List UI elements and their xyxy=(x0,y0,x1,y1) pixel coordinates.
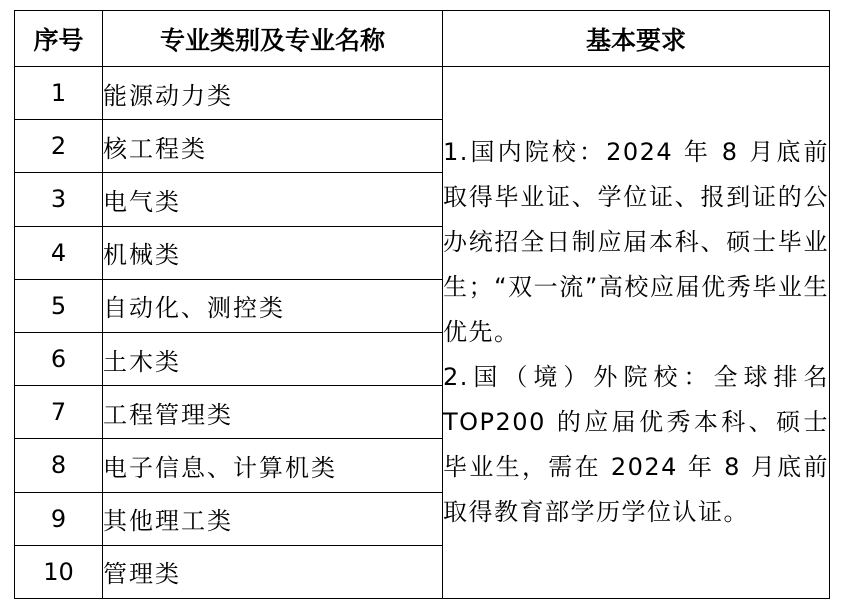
major-name: 土木类 xyxy=(103,332,443,385)
row-number: 1 xyxy=(15,67,103,120)
row-number: 9 xyxy=(15,492,103,545)
major-name: 管理类 xyxy=(103,545,443,598)
header-major: 专业类别及专业名称 xyxy=(103,11,443,67)
requirement-overseas: 2.国（境）外院校：全球排名TOP200 的应届优秀本科、硕士毕业生，需在 2024 年 8 月底前取得教育部学历学位认证。 xyxy=(443,362,829,526)
header-row xyxy=(15,11,830,67)
row-number: 4 xyxy=(15,226,103,279)
row-number: 5 xyxy=(15,279,103,332)
row-number: 3 xyxy=(15,173,103,226)
major-name: 电气类 xyxy=(103,173,443,226)
major-name: 电子信息、计算机类 xyxy=(103,439,443,492)
requirement-domestic: 1.国内院校：2024 年 8 月底前取得毕业证、学位证、报到证的公办统招全日制应届本科、硕士毕业生；“双一流”高校应届优秀毕业生优先。 xyxy=(443,137,829,346)
major-name: 工程管理类 xyxy=(103,386,443,439)
major-name: 机械类 xyxy=(103,226,443,279)
row-number: 10 xyxy=(15,545,103,598)
major-name: 其他理工类 xyxy=(103,492,443,545)
major-name: 自动化、测控类 xyxy=(103,279,443,332)
header-requirement: 基本要求 xyxy=(443,11,830,67)
major-name: 能源动力类 xyxy=(103,67,443,120)
row-number: 8 xyxy=(15,439,103,492)
major-name: 核工程类 xyxy=(103,120,443,173)
header-no: 序号 xyxy=(15,11,103,67)
requirements-table xyxy=(14,10,830,599)
row-number: 7 xyxy=(15,386,103,439)
table-row xyxy=(15,67,830,120)
row-number: 6 xyxy=(15,332,103,385)
requirement-cell xyxy=(443,67,830,599)
row-number: 2 xyxy=(15,120,103,173)
